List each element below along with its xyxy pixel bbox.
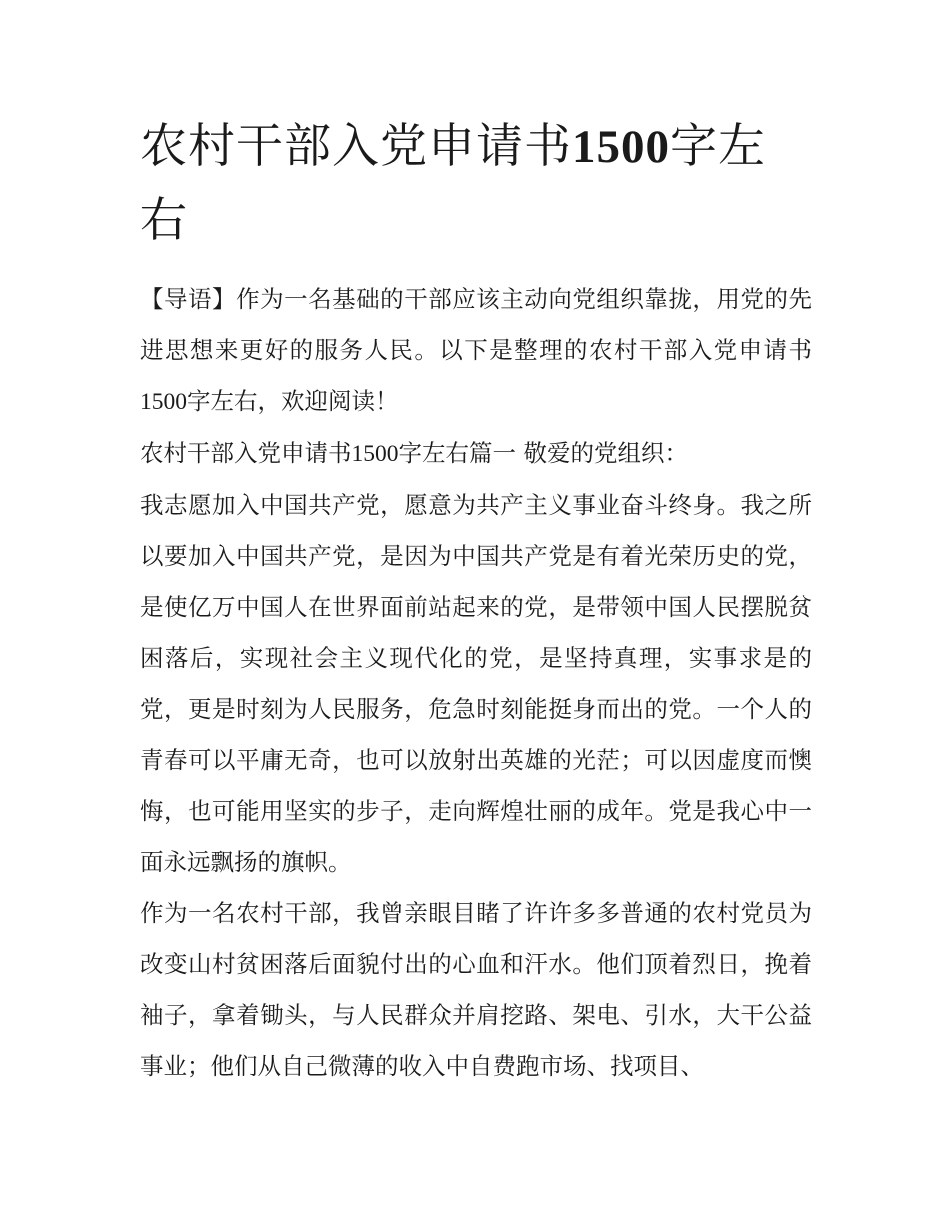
paragraph-text: 【导语】作为一名基础的干部应该主动向党组织靠拢，用党的先进思想来更好的服务人民。以下是整理的农村干部入党申请书 bbox=[140, 285, 812, 364]
title-number: 1500 bbox=[572, 121, 670, 173]
title-suffix: 字左右 bbox=[140, 119, 766, 248]
document-body bbox=[140, 274, 812, 1092]
paragraph-text: 农村干部入党申请书 bbox=[140, 439, 352, 467]
title-text: 农村干部入党申请书 bbox=[140, 119, 572, 174]
paragraph-text: 字左右，欢迎阅读！ bbox=[187, 387, 399, 415]
document-title bbox=[140, 110, 812, 258]
paragraph-body-2 bbox=[140, 888, 812, 1092]
paragraph-text: 作为一名农村干部，我曾亲眼目睹了许许多多普通的农村党员为改变山村贫困落后面貌付出的心血和汗水。他们顶着烈日，挽着袖子，拿着锄头，与人民群众并肩挖路、架电、引水，大干公益事业；他们从自己微薄的收入中自费跑市场、找项目、 bbox=[140, 899, 812, 1080]
inline-number: 1500 bbox=[140, 389, 187, 415]
paragraph-body-1 bbox=[140, 480, 812, 888]
paragraph-intro bbox=[140, 274, 812, 428]
paragraph-heading bbox=[140, 428, 812, 480]
inline-number: 1500 bbox=[351, 441, 399, 467]
document-page bbox=[140, 110, 812, 1092]
paragraph-text: 我志愿加入中国共产党，愿意为共产主义事业奋斗终身。我之所以要加入中国共产党，是因为中国共产党是有着光荣历史的党，是使亿万中国人在世界面前站起来的党，是带领中国人民摆脱贫困落后，实现社会主义现代化的党，是坚持真理，实事求是的党，更是时刻为人民服务，危急时刻能挺身而出的党。一个人的青春可以平庸无奇，也可以放射出英雄的光茫；可以因虚度而懊悔，也可能用坚实的步子，走向辉煌壮丽的成年。党是我心中一面永远飘扬的旗帜。 bbox=[140, 491, 812, 876]
paragraph-text: 字左右篇一 敬爱的党组织： bbox=[398, 439, 688, 467]
